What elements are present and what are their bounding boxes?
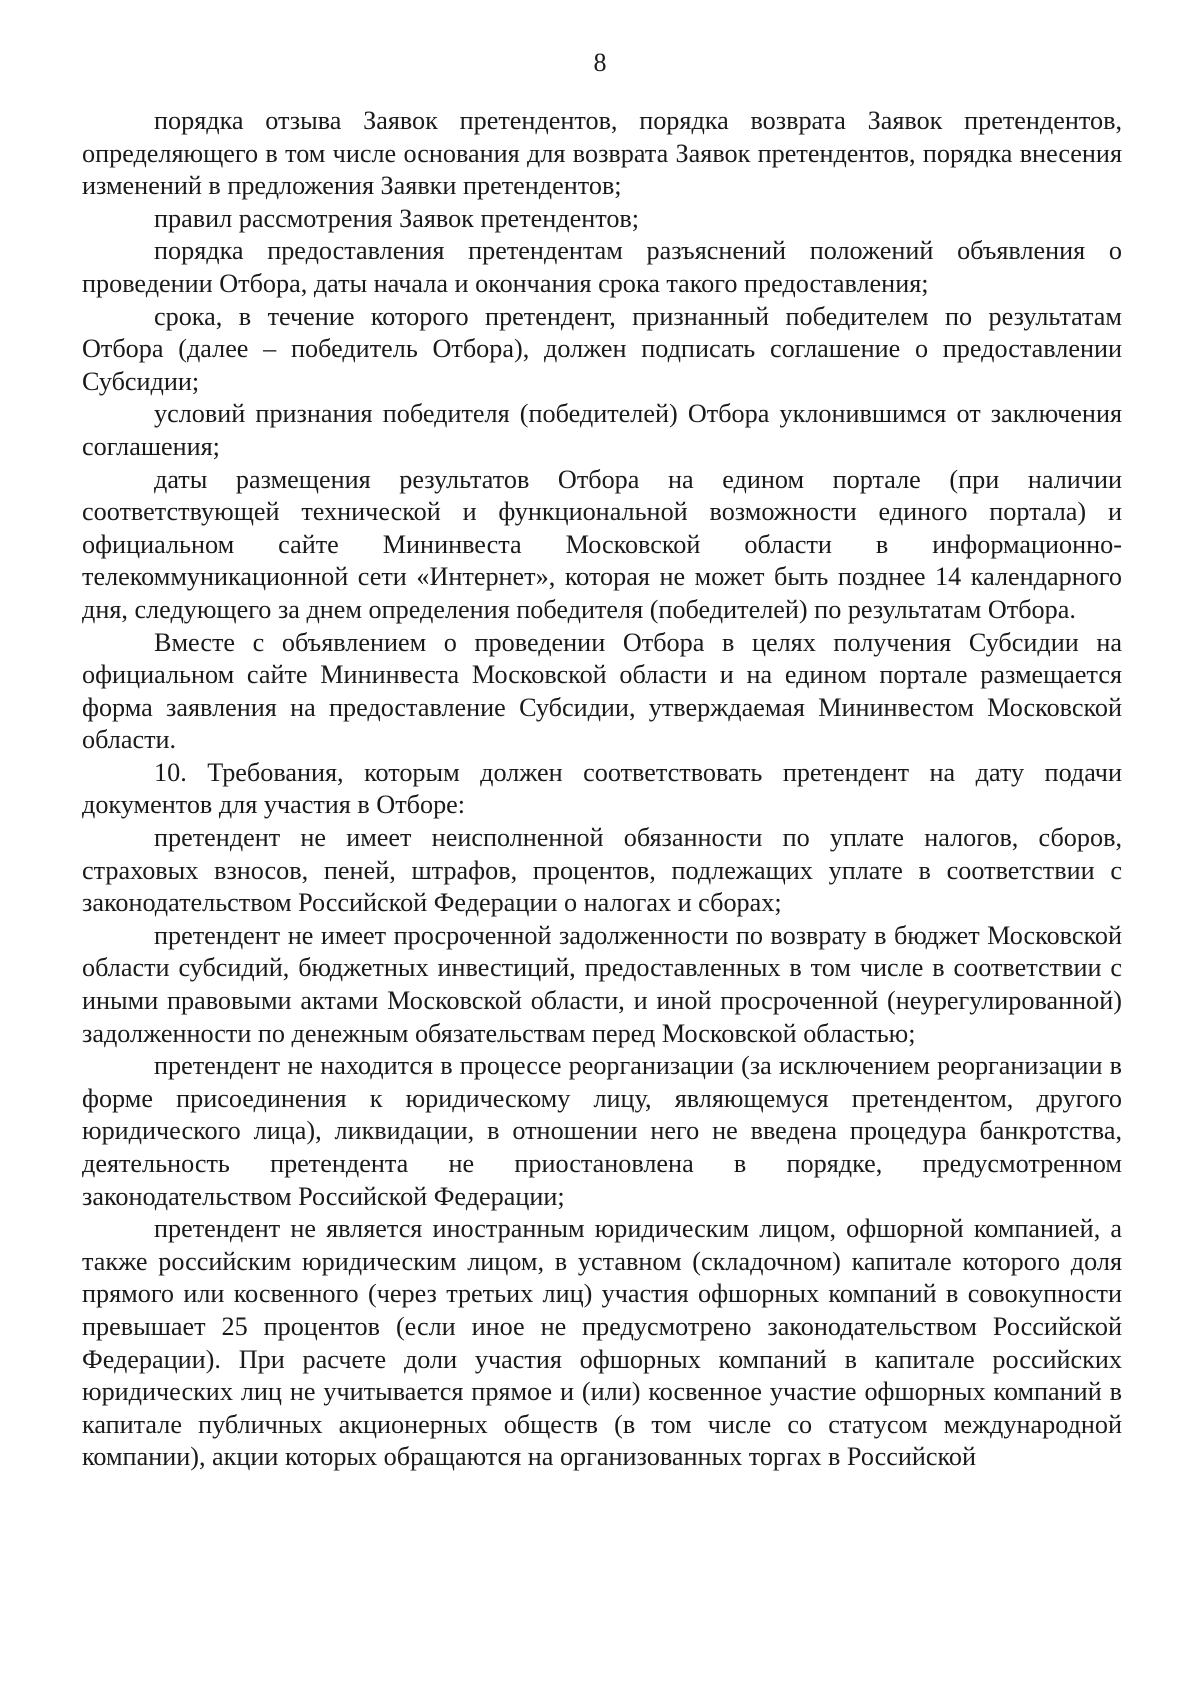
paragraph: претендент не является иностранным юридическим лицом, офшорной компанией, а также российским юридическим лицом, в уставном (складочном) капитале которого доля прямого или косвенного (через третьих лиц) участия офшорных компаний в совокупности превышает 25 процентов (если иное не предусмотрено законодательством Российской Федерации). При расчете доли участия офшорных компаний в капитале российских юридических лиц не учитывается прямое и (или) косвенное участие офшорных компаний в капитале публичных акционерных обществ (в том числе со статусом международной компании), акции которых обращаются на организованных торгах в Российской — [82, 1214, 1122, 1472]
paragraph: даты размещения результатов Отбора на едином портале (при наличии соответствующей технической и функциональной возможности единого портала) и официальном сайте Мининвеста Московской области в информационно-телекоммуникационной сети «Интернет», которая не может быть позднее 14 календарного дня, следующего за днем определения победителя (победителей) по результатам Отбора. — [82, 464, 1122, 624]
paragraph: порядка отзыва Заявок претендентов, порядка возврата Заявок претендентов, определяющего в том числе основания для возврата Заявок претендентов, порядка внесения изменений в предложения Заявки претендентов; — [82, 106, 1122, 201]
paragraph: претендент не имеет просроченной задолженности по возврату в бюджет Московской области субсидий, бюджетных инвестиций, предоставленных в том числе в соответствии с иными правовыми актами Московской области, и иной просроченной (неурегулированной) задолженности по денежным обязательствам перед Московской областью; — [82, 920, 1122, 1048]
paragraph: условий признания победителя (победителей) Отбора уклонившимся от заключения соглашения; — [82, 399, 1122, 461]
paragraph: срока, в течение которого претендент, признанный победителем по результатам Отбора (далее – победитель Отбора), должен подписать соглашение о предоставлении Субсидии; — [82, 301, 1122, 396]
paragraph: порядка предоставления претендентам разъяснений положений объявления о проведении Отбора, даты начала и окончания срока такого предоставления; — [82, 236, 1122, 298]
paragraph: правил рассмотрения Заявок претендентов; — [154, 203, 640, 233]
paragraph: претендент не имеет неисполненной обязанности по уплате налогов, сборов, страховых взносов, пеней, штрафов, процентов, подлежащих уплате в соответствии с законодательством Российской Федерации о налогах и сборах; — [82, 823, 1122, 918]
paragraph: 10. Требования, которым должен соответствовать претендент на дату подачи документов для участия в Отборе: — [82, 757, 1122, 820]
paragraph: претендент не находится в процессе реорганизации (за исключением реорганизации в форме присоединения к юридическому лицу, являющемуся претендентом, другого юридического лица), ликвидации, в отношении него не введена процедура банкротства, деятельность претендента не приостановлена в порядке, предусмотренном законодательством Российской Федерации; — [82, 1051, 1122, 1211]
page-number: 8 — [593, 48, 607, 77]
paragraph: Вместе с объявлением о проведении Отбора в целях получения Субсидии на официальном сайте Мининвеста Московской области и на едином портале размещается форма заявления на предоставление Субсидии, утверждаемая Мининвестом Московской области. — [82, 627, 1122, 755]
document-body — [82, 105, 1122, 1474]
